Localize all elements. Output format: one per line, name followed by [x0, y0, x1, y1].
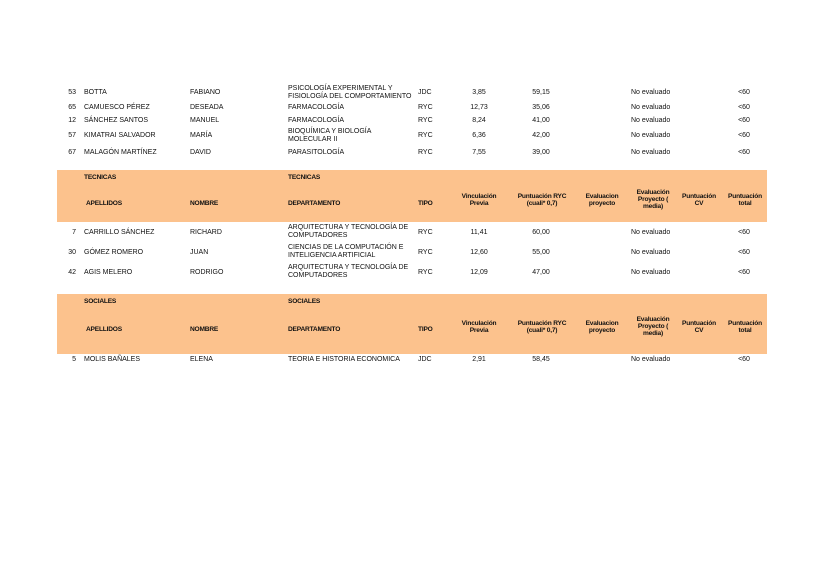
puntuacion-total-cell: <60: [738, 269, 750, 276]
vinculacion-cell: 12,60: [470, 249, 488, 256]
nombre-cell: FABIANO: [190, 89, 221, 96]
departamento-cell: TEORIA E HISTORIA ECONOMICA: [288, 356, 400, 363]
departamento-cell: ARQUITECTURA Y TECNOLOGÍA DE COMPUTADORES: [288, 264, 409, 279]
vinculacion-cell: 3,85: [472, 89, 486, 96]
apellidos-cell: CAMUESCO PÉREZ: [84, 104, 150, 111]
vinculacion-cell: 2,91: [472, 356, 486, 363]
puntuacion-ryc-cell: 42,00: [532, 132, 550, 139]
evaluacion-media-cell: No evaluado: [631, 104, 671, 111]
departamento-cell: PSICOLOGÍA EXPERIMENTAL Y FISIOLOGÍA DEL COMPORTAMIENTO: [288, 85, 412, 100]
table-row: [0, 149, 821, 159]
nombre-cell: JUAN: [190, 249, 209, 256]
row-number: 57: [68, 132, 76, 139]
column-header-puntuacion-ryc: Puntuación RYC (cuali* 0,7): [517, 320, 567, 334]
tipo-cell: JDC: [418, 89, 432, 96]
vinculacion-cell: 8,24: [472, 117, 486, 124]
departamento-cell: ARQUITECTURA Y TECNOLOGÍA DE COMPUTADORES: [288, 224, 409, 239]
column-header-tipo: TIPO: [418, 200, 433, 207]
evaluacion-media-cell: No evaluado: [631, 89, 671, 96]
tipo-cell: JDC: [418, 356, 432, 363]
column-header-puntuacion-total: Puntuación total: [728, 193, 762, 207]
puntuacion-ryc-cell: 55,00: [532, 249, 550, 256]
tipo-cell: RYC: [418, 229, 433, 236]
nombre-cell: DESEADA: [190, 104, 224, 111]
evaluacion-media-cell: No evaluado: [631, 356, 671, 363]
row-number: 67: [68, 149, 76, 156]
column-header-evaluacion-media: Evaluación Proyecto ( media): [636, 189, 670, 210]
apellidos-cell: MALAGÓN MARTÍNEZ: [84, 149, 157, 156]
column-header-nombre: NOMBRE: [190, 200, 219, 207]
puntuacion-ryc-cell: 59,15: [532, 89, 550, 96]
nombre-cell: RICHARD: [190, 229, 222, 236]
puntuacion-ryc-cell: 39,00: [532, 149, 550, 156]
area-label: SOCIALES: [288, 298, 321, 305]
vinculacion-cell: 6,36: [472, 132, 486, 139]
evaluacion-media-cell: No evaluado: [631, 249, 671, 256]
apellidos-cell: GÓMEZ ROMERO: [84, 249, 144, 256]
departamento-cell: FARMACOLOGÍA: [288, 117, 345, 124]
departamento-cell: FARMACOLOGÍA: [288, 104, 345, 111]
row-number: 7: [72, 229, 76, 236]
column-header-nombre: NOMBRE: [190, 326, 219, 333]
tipo-cell: RYC: [418, 149, 433, 156]
puntuacion-ryc-cell: 60,00: [532, 229, 550, 236]
tipo-cell: RYC: [418, 249, 433, 256]
table-row: [0, 244, 821, 262]
puntuacion-total-cell: <60: [738, 149, 750, 156]
column-header-puntuacion-ryc: Puntuación RYC (cuali* 0,7): [517, 193, 567, 207]
puntuacion-total-cell: <60: [738, 104, 750, 111]
column-header-departamento: DEPARTAMENTO: [288, 200, 341, 207]
nombre-cell: MANUEL: [190, 117, 220, 124]
tipo-cell: RYC: [418, 132, 433, 139]
table-row: [0, 85, 821, 101]
section-header: [0, 294, 821, 354]
tipo-cell: RYC: [418, 269, 433, 276]
area-label: SOCIALES: [84, 298, 117, 305]
table-row: [0, 356, 821, 366]
section-header: [0, 170, 821, 222]
evaluacion-media-cell: No evaluado: [631, 229, 671, 236]
apellidos-cell: SÁNCHEZ SANTOS: [84, 117, 149, 124]
row-number: 5: [72, 356, 76, 363]
apellidos-cell: CARRILLO SÁNCHEZ: [84, 229, 155, 236]
row-number: 12: [68, 117, 76, 124]
nombre-cell: MARÍA: [190, 132, 213, 139]
puntuacion-ryc-cell: 41,00: [532, 117, 550, 124]
puntuacion-ryc-cell: 47,00: [532, 269, 550, 276]
column-header-puntuacion-cv: Puntuación CV: [682, 320, 716, 334]
column-header-vinculacion: Vinculación Previa: [461, 193, 497, 207]
evaluacion-media-cell: No evaluado: [631, 117, 671, 124]
column-header-departamento: DEPARTAMENTO: [288, 326, 341, 333]
row-number: 53: [68, 89, 76, 96]
column-header-tipo: TIPO: [418, 326, 433, 333]
evaluacion-media-cell: No evaluado: [631, 269, 671, 276]
table-row: [0, 117, 821, 127]
puntuacion-total-cell: <60: [738, 356, 750, 363]
apellidos-cell: BOTTA: [84, 89, 107, 96]
puntuacion-ryc-cell: 58,45: [532, 356, 550, 363]
departamento-cell: CIENCIAS DE LA COMPUTACIÓN E INTELIGENCIA ARTIFICIAL: [288, 244, 404, 259]
vinculacion-cell: 7,55: [472, 149, 486, 156]
area-label: TECNICAS: [288, 174, 321, 181]
column-header-evaluacion-proyecto: Evaluacion proyecto: [585, 193, 619, 207]
column-header-puntuacion-cv: Puntuación CV: [682, 193, 716, 207]
departamento-cell: BIOQUÍMICA Y BIOLOGÍA MOLECULAR II: [288, 128, 371, 143]
table-row: [0, 264, 821, 282]
table-row: [0, 128, 821, 146]
column-header-apellidos: APELLIDOS: [86, 200, 122, 207]
apellidos-cell: MOLIS BAÑALES: [84, 356, 141, 363]
puntuacion-total-cell: <60: [738, 229, 750, 236]
column-header-evaluacion-media: Evaluación Proyecto ( media): [636, 316, 670, 337]
column-header-apellidos: APELLIDOS: [86, 326, 122, 333]
evaluacion-media-cell: No evaluado: [631, 132, 671, 139]
column-header-vinculacion: Vinculación Previa: [461, 320, 497, 334]
vinculacion-cell: 11,41: [470, 229, 488, 236]
evaluacion-media-cell: No evaluado: [631, 149, 671, 156]
area-label: TECNICAS: [84, 174, 117, 181]
vinculacion-cell: 12,09: [470, 269, 488, 276]
nombre-cell: DAVID: [190, 149, 211, 156]
puntuacion-total-cell: <60: [738, 132, 750, 139]
departamento-cell: PARASITOLOGÍA: [288, 149, 345, 156]
row-number: 65: [68, 104, 76, 111]
apellidos-cell: AGIS MELERO: [84, 269, 133, 276]
table-row: [0, 104, 821, 114]
column-header-puntuacion-total: Puntuación total: [728, 320, 762, 334]
vinculacion-cell: 12,73: [470, 104, 488, 111]
column-header-evaluacion-proyecto: Evaluacion proyecto: [585, 320, 619, 334]
nombre-cell: RODRIGO: [190, 269, 224, 276]
puntuacion-ryc-cell: 35,06: [532, 104, 550, 111]
puntuacion-total-cell: <60: [738, 249, 750, 256]
tipo-cell: RYC: [418, 117, 433, 124]
apellidos-cell: KIMATRAI SALVADOR: [84, 132, 156, 139]
nombre-cell: ELENA: [190, 356, 213, 363]
puntuacion-total-cell: <60: [738, 89, 750, 96]
tipo-cell: RYC: [418, 104, 433, 111]
puntuacion-total-cell: <60: [738, 117, 750, 124]
table-row: [0, 224, 821, 242]
row-number: 42: [68, 269, 76, 276]
row-number: 30: [68, 249, 76, 256]
